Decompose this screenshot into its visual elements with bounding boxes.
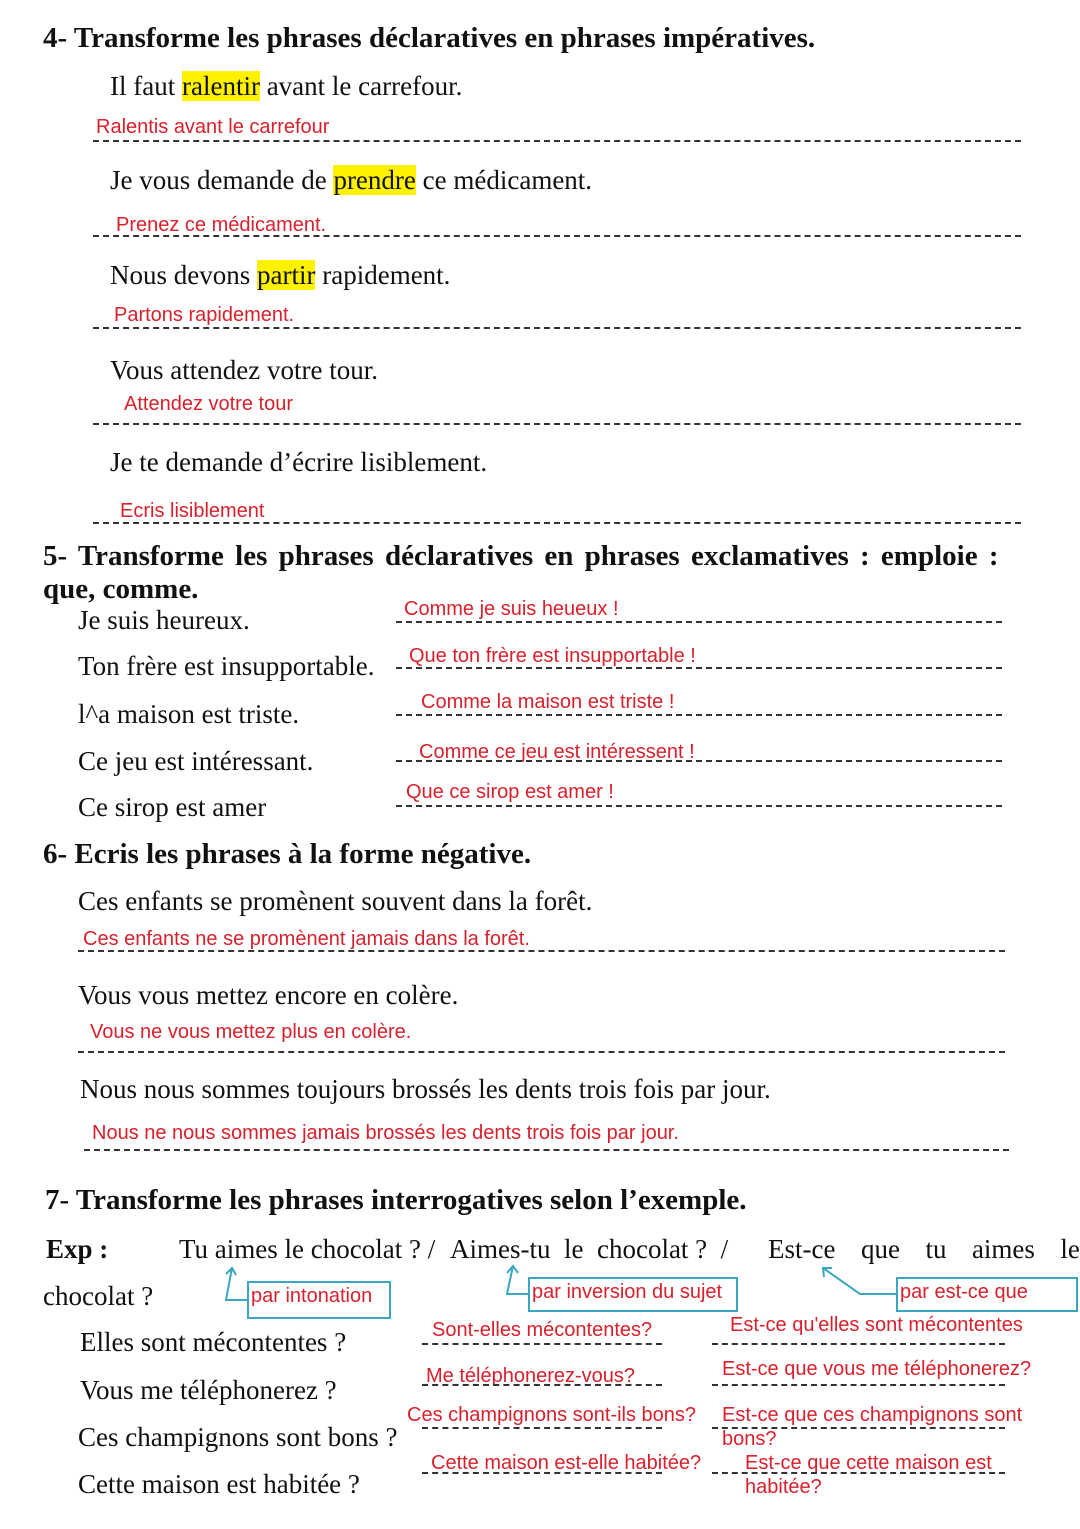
answer-line (422, 1384, 662, 1386)
s7-answer-inversion-3: Ces champignons sont-ils bons? (407, 1404, 697, 1426)
s7-answer-inversion-4: Cette maison est-elle habitée? (431, 1452, 702, 1474)
prompt-text: Il faut (110, 71, 182, 101)
s5-answer-5: Que ce sirop est amer ! (406, 781, 614, 803)
s7-prompt-3: Ces champignons sont bons ? (78, 1422, 398, 1452)
s4-answer-5: Ecris lisiblement (120, 500, 265, 522)
s5-prompt-3: l^a maison est triste. (78, 699, 300, 729)
s5-prompt-2: Ton frère est insupportable. (78, 651, 375, 681)
s7-answer-estceque-4b: habitée? (745, 1476, 822, 1498)
s7-answer-estceque-4: Est-ce que cette maison est (745, 1452, 992, 1474)
s4-answer-1: Ralentis avant le carrefour (96, 116, 330, 138)
s4-answer-2: Prenez ce médicament. (116, 214, 327, 236)
s5-prompt-4: Ce jeu est intéressant. (78, 746, 314, 776)
answer-line (422, 1343, 662, 1345)
s6-prompt-3: Nous nous sommes toujours brossés les dents trois fois par jour. (80, 1074, 771, 1104)
label-par-inversion: par inversion du sujet (528, 1277, 738, 1312)
s6-answer-2: Vous ne vous mettez plus en colère. (90, 1021, 412, 1043)
s5-answer-3: Comme la maison est triste ! (421, 691, 675, 713)
section-7-title: 7- Transforme les phrases interrogatives selon l’exemple. (45, 1184, 747, 1216)
s6-prompt-2: Vous vous mettez encore en colère. (78, 980, 459, 1010)
prompt-text: Je vous demande de (110, 165, 334, 195)
section-5-title-cont: que, comme. (43, 573, 199, 605)
answer-line (712, 1472, 1005, 1474)
answer-line (712, 1427, 1005, 1429)
s4-answer-3: Partons rapidement. (114, 304, 295, 326)
section-5-title: 5- Transforme les phrases déclaratives en phrases exclamatives : emploie : (43, 540, 999, 572)
highlighted-verb: partir (257, 260, 316, 290)
arrow-icon (507, 1266, 528, 1294)
example-intonation: Tu aimes le chocolat ? / (179, 1234, 436, 1264)
highlighted-verb: ralentir (181, 71, 260, 101)
s6-answer-1: Ces enfants ne se promènent jamais dans la forêt. (83, 928, 530, 950)
s5-prompt-1: Je suis heureux. (78, 605, 250, 635)
s4-prompt-5: Je te demande d’écrire lisiblement. (110, 447, 488, 477)
arrow-icon (823, 1268, 896, 1294)
s4-answer-4: Attendez votre tour (124, 393, 293, 415)
label-par-est-ce-que: par est-ce que (896, 1277, 1078, 1312)
answer-line (422, 1427, 662, 1429)
example-inversion: Aimes-tu le chocolat ? / (450, 1234, 729, 1264)
prompt-text: rapidement. (315, 260, 451, 290)
s6-prompt-1: Ces enfants se promènent souvent dans la forêt. (78, 886, 593, 916)
section-6-title: 6- Ecris les phrases à la forme négative. (43, 838, 532, 870)
prompt-text: Nous devons (110, 260, 257, 290)
s7-answer-estceque-1: Est-ce qu'elles sont mécontentes (730, 1314, 1023, 1336)
highlighted-verb: prendre (333, 165, 416, 195)
s6-answer-3: Nous ne nous sommes jamais brossés les dents trois fois par jour. (92, 1122, 679, 1144)
answer-line (712, 1343, 1005, 1345)
s7-answer-inversion-1: Sont-elles mécontentes? (432, 1319, 653, 1341)
s7-answer-estceque-3b: bons? (722, 1428, 777, 1450)
s7-prompt-2: Vous me téléphonerez ? (80, 1375, 337, 1405)
example-label: Exp : (46, 1234, 109, 1264)
prompt-text: ce médicament. (415, 165, 593, 195)
s5-answer-2: Que ton frère est insupportable ! (409, 645, 696, 667)
section-4-title: 4- Transforme les phrases déclaratives en phrases impératives. (43, 22, 816, 54)
s7-answer-estceque-2: Est-ce que vous me téléphonerez? (722, 1358, 1032, 1380)
example-cont: chocolat ? (43, 1281, 154, 1311)
answer-line (422, 1472, 662, 1474)
prompt-text: avant le carrefour. (259, 71, 463, 101)
label-par-intonation: par intonation (247, 1281, 391, 1319)
answer-line (712, 1384, 1005, 1386)
s5-answer-4: Comme ce jeu est intéressent ! (419, 741, 695, 763)
s5-answer-1: Comme je suis heueux ! (404, 598, 619, 620)
s4-prompt-4: Vous attendez votre tour. (110, 355, 378, 385)
s7-prompt-4: Cette maison est habitée ? (78, 1469, 360, 1499)
s7-prompt-1: Elles sont mécontentes ? (80, 1327, 347, 1357)
s7-answer-estceque-3: Est-ce que ces champignons sont (722, 1404, 1023, 1426)
example-est-ce-que: Est-ce que tu aimes le (768, 1234, 1080, 1264)
s7-answer-inversion-2: Me téléphonerez-vous? (426, 1365, 636, 1387)
arrow-icon (226, 1268, 247, 1300)
s5-prompt-5: Ce sirop est amer (78, 792, 267, 822)
